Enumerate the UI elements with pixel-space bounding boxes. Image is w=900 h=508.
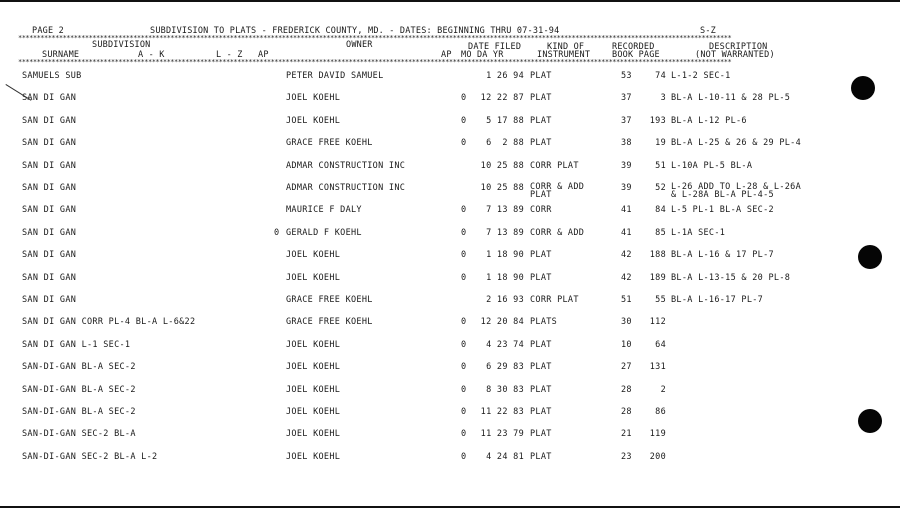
- col-owner: OWNER: [346, 40, 373, 50]
- description-cell: L-10A PL-5 BL-A: [671, 160, 753, 171]
- ap-filed-cell: 0: [461, 339, 467, 350]
- page-cell: 52: [655, 183, 666, 193]
- instrument-cell: PLATS: [530, 317, 558, 328]
- header-rule-bottom: ************************************************************************************************************************************************************************************************: [18, 58, 732, 66]
- date-filed-cell: 7 13 89: [486, 205, 524, 216]
- owner-cell: JOEL KOEHL: [286, 93, 341, 104]
- instrument-cell: PLAT: [530, 93, 552, 104]
- punch-hole: [851, 76, 875, 100]
- description-cell: L-5 PL-1 BL-A SEC-2: [671, 205, 774, 216]
- date-filed-cell: 11 22 83: [480, 407, 524, 417]
- table-row: [0, 71, 840, 91]
- owner-cell: JOEL KOEHL: [286, 429, 341, 440]
- ap-filed-cell: 0: [461, 429, 467, 440]
- page-cell: 85: [655, 227, 666, 238]
- surname-subdivision-cell: SAN DI GAN: [22, 138, 77, 149]
- page-cell: 193: [649, 115, 666, 126]
- ap-filed-cell: 0: [461, 205, 467, 216]
- surname-subdivision-cell: SAN DI GAN: [22, 115, 77, 126]
- ap-filed-cell: 0: [461, 272, 467, 283]
- surname-subdivision-cell: SAN-DI-GAN BL-A SEC-2: [22, 362, 136, 373]
- page-cell: 188: [649, 250, 666, 261]
- surname-subdivision-cell: SAN DI GAN: [22, 272, 77, 283]
- instrument-cell: PLAT: [530, 115, 552, 126]
- description-cell: BL-A L-16 & 17 PL-7: [671, 250, 774, 261]
- instrument-cell: PLAT: [530, 272, 552, 283]
- surname-subdivision-cell: SAN DI GAN: [22, 295, 77, 305]
- ap-filed-cell: 0: [461, 250, 467, 261]
- page-cell: 119: [649, 429, 666, 440]
- table-row: [0, 273, 840, 293]
- page-cell: 19: [655, 138, 666, 149]
- punch-hole: [858, 409, 882, 433]
- owner-cell: JOEL KOEHL: [286, 115, 341, 126]
- page-cell: 64: [655, 339, 666, 350]
- owner-cell: GRACE FREE KOEHL: [286, 295, 373, 305]
- table-row: [0, 138, 840, 158]
- ap-filed-cell: 0: [461, 138, 467, 149]
- col-sub-l-z: L - Z: [216, 50, 243, 60]
- instrument-cell: PLAT: [530, 339, 552, 350]
- table-row: [0, 452, 840, 472]
- book-cell: 27: [621, 362, 632, 373]
- owner-cell: JOEL KOEHL: [286, 272, 341, 283]
- page-cell: 3: [660, 93, 666, 104]
- surname-subdivision-cell: SAN-DI-GAN SEC-2 BL-A L-2: [22, 451, 158, 462]
- date-filed-cell: 5 17 88: [486, 115, 524, 126]
- date-filed-cell: 12 22 87: [480, 93, 524, 104]
- col-ap: AP: [258, 50, 269, 60]
- table-row: [0, 116, 840, 136]
- book-cell: 37: [621, 93, 632, 104]
- book-cell: 51: [621, 295, 632, 305]
- header-rule-top: ************************************************************************************************************************************************************************************************: [18, 34, 732, 42]
- book-cell: 41: [621, 227, 632, 238]
- page-cell: 2: [660, 384, 666, 395]
- owner-cell: MAURICE F DALY: [286, 205, 362, 216]
- surname-subdivision-cell: SAN DI GAN: [22, 227, 77, 238]
- surname-subdivision-cell: SAN DI GAN: [22, 205, 77, 216]
- date-filed-cell: 6 2 88: [486, 138, 524, 149]
- report-range: S-Z: [700, 26, 716, 36]
- instrument-cell: PLAT: [530, 451, 552, 462]
- date-filed-cell: 10 25 88: [480, 160, 524, 171]
- col-surname: SURNAME: [42, 50, 80, 60]
- instrument-cell: CORR & ADD PLAT: [530, 182, 585, 200]
- instrument-cell: PLAT: [530, 407, 552, 417]
- owner-cell: PETER DAVID SAMUEL: [286, 71, 384, 81]
- owner-cell: ADMAR CONSTRUCTION INC: [286, 160, 406, 171]
- surname-subdivision-cell: SAN DI GAN L-1 SEC-1: [22, 339, 131, 350]
- date-filed-cell: 1 18 90: [486, 272, 524, 283]
- instrument-cell: CORR & ADD: [530, 227, 585, 238]
- description-cell: BL-A L-25 & 26 & 29 PL-4: [671, 138, 802, 149]
- description-cell: L-1A SEC-1: [671, 227, 726, 238]
- table-row: [0, 161, 840, 181]
- book-cell: 53: [621, 71, 632, 81]
- book-cell: 21: [621, 429, 632, 440]
- col-not-warranted: (NOT WARRANTED): [695, 50, 775, 60]
- owner-cell: JOEL KOEHL: [286, 362, 341, 373]
- description-cell: BL-A L-10-11 & 28 PL-5: [671, 93, 791, 104]
- book-cell: 28: [621, 407, 632, 417]
- book-cell: 39: [621, 160, 632, 171]
- page-cell: 200: [649, 451, 666, 462]
- instrument-cell: PLAT: [530, 138, 552, 149]
- date-filed-cell: 1 26 94: [486, 71, 524, 81]
- owner-cell: GRACE FREE KOEHL: [286, 317, 373, 328]
- page-cell: 55: [655, 295, 666, 305]
- page-cell: 112: [649, 317, 666, 328]
- date-filed-cell: 10 25 88: [480, 183, 524, 193]
- date-filed-cell: 4 24 81: [486, 451, 524, 462]
- ap-filed-cell: 0: [461, 384, 467, 395]
- col-instrument: INSTRUMENT: [537, 50, 591, 60]
- ap-filed-cell: 0: [461, 93, 467, 104]
- col-date-filed: DATE FILED: [468, 42, 522, 52]
- date-filed-cell: 8 30 83: [486, 384, 524, 395]
- book-cell: 10: [621, 339, 632, 350]
- book-cell: 38: [621, 138, 632, 149]
- page-cell: 84: [655, 205, 666, 216]
- top-edge: [0, 0, 900, 2]
- description-cell: BL-A L-16-17 PL-7: [671, 295, 764, 305]
- date-filed-cell: 2 16 93: [486, 295, 524, 305]
- col-mo-da-yr: MO DA YR: [461, 50, 504, 60]
- col-book-page: BOOK PAGE: [612, 50, 660, 60]
- description-cell: L-26 ADD TO L-28 & L-26A & L-28A BL-A PL-4-5: [671, 182, 802, 200]
- instrument-cell: PLAT: [530, 384, 552, 395]
- owner-cell: ADMAR CONSTRUCTION INC: [286, 183, 406, 193]
- surname-subdivision-cell: SAMUELS SUB: [22, 71, 82, 81]
- surname-subdivision-cell: SAN-DI-GAN BL-A SEC-2: [22, 384, 136, 395]
- owner-cell: JOEL KOEHL: [286, 339, 341, 350]
- description-cell: L-1-2 SEC-1: [671, 71, 731, 81]
- col-kind-of: KIND OF: [547, 42, 585, 52]
- book-cell: 30: [621, 317, 632, 328]
- ap-filed-cell: 0: [461, 362, 467, 373]
- book-cell: 37: [621, 115, 632, 126]
- col-description: DESCRIPTION: [709, 42, 768, 52]
- table-row: [0, 317, 840, 337]
- date-filed-cell: 12 20 84: [480, 317, 524, 328]
- book-cell: 42: [621, 250, 632, 261]
- ap-flag-cell: 0: [274, 227, 280, 238]
- owner-cell: JOEL KOEHL: [286, 451, 341, 462]
- surname-subdivision-cell: SAN DI GAN: [22, 250, 77, 261]
- date-filed-cell: 11 23 79: [480, 429, 524, 440]
- surname-subdivision-cell: SAN DI GAN: [22, 183, 77, 193]
- owner-cell: JOEL KOEHL: [286, 250, 341, 261]
- book-cell: 23: [621, 451, 632, 462]
- page-cell: 131: [649, 362, 666, 373]
- owner-cell: GRACE FREE KOEHL: [286, 138, 373, 149]
- table-row: [0, 205, 840, 225]
- instrument-cell: CORR PLAT: [530, 295, 579, 305]
- book-cell: 28: [621, 384, 632, 395]
- instrument-cell: PLAT: [530, 362, 552, 373]
- table-row: [0, 385, 840, 405]
- col-subdivision: SUBDIVISION: [92, 40, 151, 50]
- col-recorded: RECORDED: [612, 42, 655, 52]
- page-number: PAGE 2: [32, 26, 64, 36]
- date-filed-cell: 4 23 74: [486, 339, 524, 350]
- date-filed-cell: 1 18 90: [486, 250, 524, 261]
- table-row: [0, 250, 840, 270]
- page-cell: 189: [649, 272, 666, 283]
- table-row: [0, 362, 840, 382]
- ap-filed-cell: 0: [461, 407, 467, 417]
- owner-cell: JOEL KOEHL: [286, 384, 341, 395]
- book-cell: 41: [621, 205, 632, 216]
- surname-subdivision-cell: SAN DI GAN CORR PL-4 BL-A L-6&22: [22, 317, 196, 328]
- instrument-cell: CORR PLAT: [530, 160, 579, 171]
- date-filed-cell: 7 13 89: [486, 227, 524, 238]
- table-row: [0, 228, 840, 248]
- book-cell: 42: [621, 272, 632, 283]
- instrument-cell: PLAT: [530, 71, 552, 81]
- book-cell: 39: [621, 183, 632, 193]
- owner-cell: JOEL KOEHL: [286, 407, 341, 417]
- ap-filed-cell: 0: [461, 227, 467, 238]
- table-row: [0, 340, 840, 360]
- page-cell: 86: [655, 407, 666, 417]
- surname-subdivision-cell: SAN DI GAN: [22, 160, 77, 171]
- description-cell: BL-A L-12 PL-6: [671, 115, 747, 126]
- page-cell: 51: [655, 160, 666, 171]
- instrument-cell: CORR: [530, 205, 552, 216]
- ap-filed-cell: 0: [461, 317, 467, 328]
- punch-hole: [858, 245, 882, 269]
- table-row: [0, 93, 840, 113]
- surname-subdivision-cell: SAN DI GAN: [22, 93, 77, 104]
- table-row: [0, 183, 840, 203]
- owner-cell: GERALD F KOEHL: [286, 227, 362, 238]
- report-title: SUBDIVISION TO PLATS - FREDERICK COUNTY, MD. - DATES: BEGINNING THRU 07-31-94: [150, 26, 560, 36]
- page-cell: 74: [655, 71, 666, 81]
- date-filed-cell: 6 29 83: [486, 362, 524, 373]
- table-row: [0, 407, 840, 427]
- description-cell: BL-A L-13-15 & 20 PL-8: [671, 272, 791, 283]
- col-ap2: AP: [441, 50, 452, 60]
- table-row: [0, 295, 840, 315]
- surname-subdivision-cell: SAN-DI-GAN BL-A SEC-2: [22, 407, 136, 417]
- instrument-cell: PLAT: [530, 429, 552, 440]
- ap-filed-cell: 0: [461, 451, 467, 462]
- surname-subdivision-cell: SAN-DI-GAN SEC-2 BL-A: [22, 429, 136, 440]
- instrument-cell: PLAT: [530, 250, 552, 261]
- ap-filed-cell: 0: [461, 115, 467, 126]
- col-sub-a-k: A - K: [138, 50, 165, 60]
- table-row: [0, 429, 840, 449]
